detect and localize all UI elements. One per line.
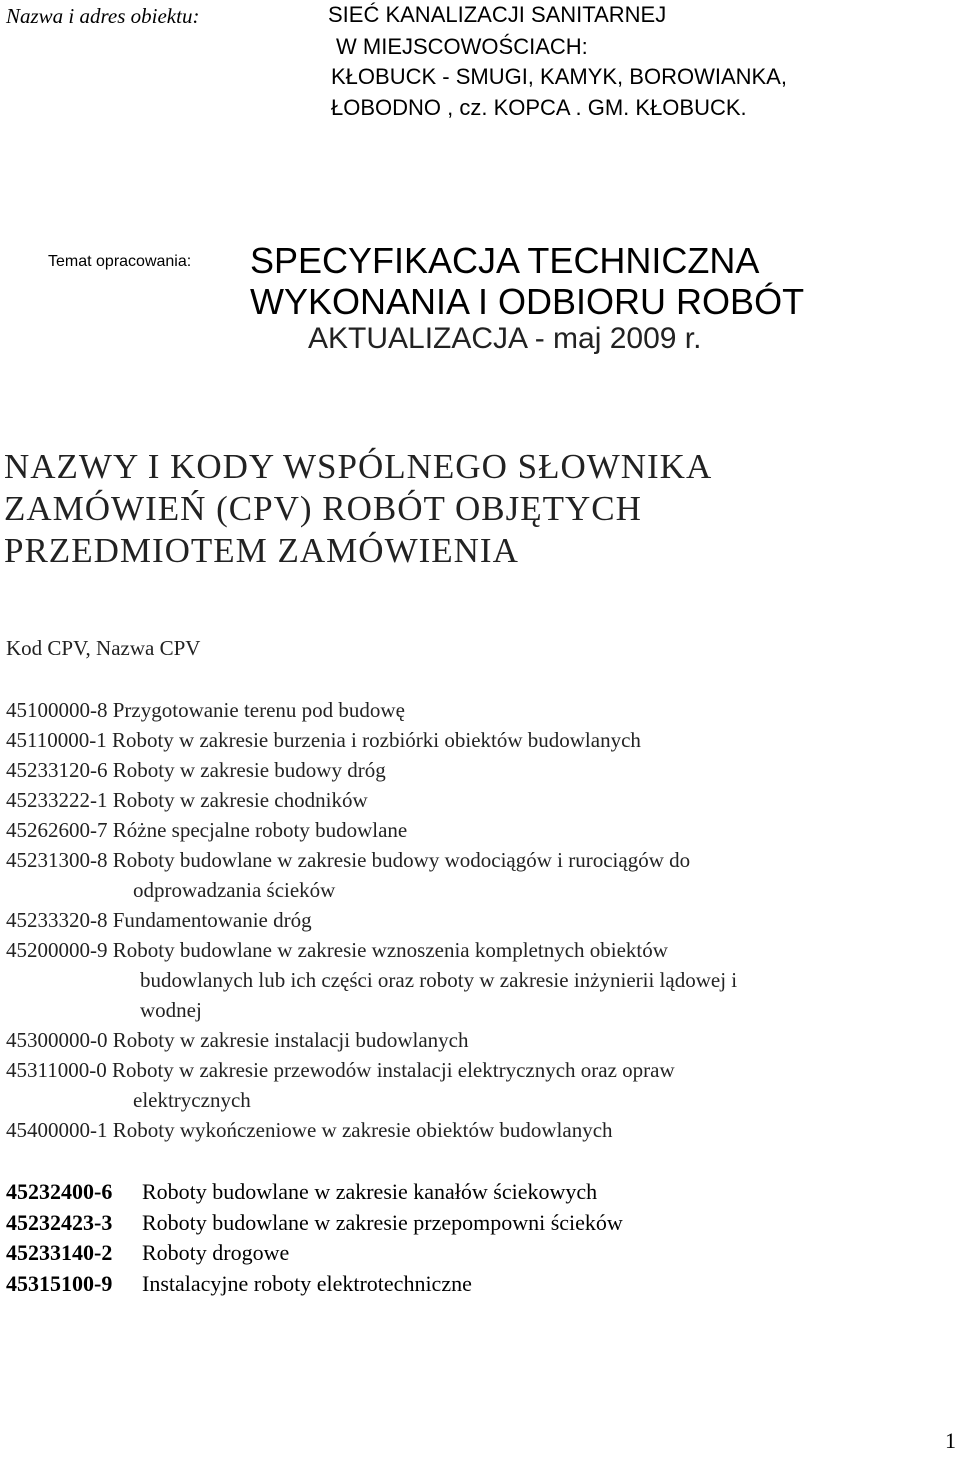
cpv-bold-item — [6, 1269, 623, 1300]
cpv-bold-item — [6, 1177, 623, 1208]
cpv-item-text: 45311000-0 Roboty w zakresie przewodów instalacji elektrycznych oraz opraw — [6, 1058, 675, 1082]
cpv-item — [6, 845, 737, 905]
cpv-code-list — [6, 695, 737, 1145]
page-number: 1 — [945, 1428, 956, 1453]
cpv-item — [6, 815, 737, 845]
cpv-item — [6, 725, 737, 755]
cpv-item — [6, 755, 737, 785]
cpv-item — [6, 1025, 737, 1055]
topic-update: AKTUALIZACJA - maj 2009 r. — [308, 322, 702, 355]
cpv-bold-item-desc: Roboty budowlane w zakresie przepompowni ścieków — [142, 1209, 623, 1235]
cpv-item-continuation: elektrycznych — [133, 1088, 251, 1112]
cpv-item — [6, 935, 737, 1025]
cpv-item — [6, 695, 737, 725]
cpv-item — [6, 785, 737, 815]
cpv-item-text: 45262600-7 Różne specjalne roboty budowlane — [6, 818, 408, 842]
cpv-bold-item-desc: Instalacyjne roboty elektrotechniczne — [142, 1270, 472, 1296]
cpv-bold-item-desc: Roboty budowlane w zakresie kanałów ściekowych — [142, 1179, 598, 1204]
cpv-bold-item-desc: Roboty drogowe — [142, 1240, 290, 1265]
cpv-bold-item-code: 45232400-6 — [6, 1179, 113, 1204]
cpv-item-continuation: wodnej — [140, 998, 202, 1022]
cpv-item-text: 45100000-8 Przygotowanie terenu pod budowę — [6, 698, 405, 722]
cpv-item-text: 45231300-8 Roboty budowlane w zakresie budowy wodociągów i rurociągów do — [6, 848, 691, 872]
object-name-line-1: SIEĆ KANALIZACJI SANITARNEJ — [328, 2, 667, 27]
cpv-item-text: 45400000-1 Roboty wykończeniowe w zakresie obiektów budowlanych — [6, 1118, 613, 1142]
cpv-item-text: 45300000-0 Roboty w zakresie instalacji budowlanych — [6, 1028, 469, 1052]
object-label: Nazwa i adres obiektu: — [6, 4, 200, 28]
topic-label: Temat opracowania: — [48, 253, 192, 270]
topic-title-line-1: SPECYFIKACJA TECHNICZNA — [250, 240, 760, 281]
object-name-line-4: ŁOBODNO , cz. KOPCA . GM. KŁOBUCK. — [331, 95, 747, 120]
topic-title-line-2: WYKONANIA I ODBIORU ROBÓT — [250, 281, 805, 322]
cpv-item — [6, 1055, 737, 1115]
cpv-columns-header: Kod CPV, Nazwa CPV — [6, 636, 201, 660]
object-name-line-3: KŁOBUCK - SMUGI, KAMYK, BOROWIANKA, — [331, 64, 787, 89]
cpv-bold-code-list — [6, 1177, 623, 1299]
cpv-item — [6, 1115, 737, 1145]
cpv-item-text: 45200000-9 Roboty budowlane w zakresie wznoszenia kompletnych obiektów — [6, 938, 668, 962]
cpv-heading-line-3: PRZEDMIOTEM ZAMÓWIENIA — [4, 531, 519, 570]
cpv-heading-line-2: ZAMÓWIEŃ (CPV) ROBÓT OBJĘTYCH — [4, 489, 642, 528]
cpv-bold-item-code: 45232423-3 — [6, 1209, 113, 1235]
cpv-item-text: 45233320-8 Fundamentowanie dróg — [6, 908, 312, 932]
cpv-item — [6, 905, 737, 935]
cpv-item-text: 45233222-1 Roboty w zakresie chodników — [6, 788, 368, 812]
cpv-item-continuation: budowlanych lub ich części oraz roboty w zakresie inżynierii lądowej i — [140, 968, 738, 992]
cpv-bold-item-code: 45315100-9 — [6, 1270, 113, 1296]
cpv-bold-item — [6, 1208, 623, 1239]
cpv-bold-item — [6, 1238, 623, 1269]
cpv-item-text: 45110000-1 Roboty w zakresie burzenia i rozbiórki obiektów budowlanych — [6, 728, 641, 752]
cpv-heading-line-1: NAZWY I KODY WSPÓLNEGO SŁOWNIKA — [4, 447, 713, 486]
cpv-bold-item-code: 45233140-2 — [6, 1240, 113, 1265]
cpv-item-text: 45233120-6 Roboty w zakresie budowy dróg — [6, 758, 386, 782]
object-name-line-2: W MIEJSCOWOŚCIACH: — [336, 34, 588, 59]
cpv-item-continuation: odprowadzania ścieków — [133, 878, 336, 902]
